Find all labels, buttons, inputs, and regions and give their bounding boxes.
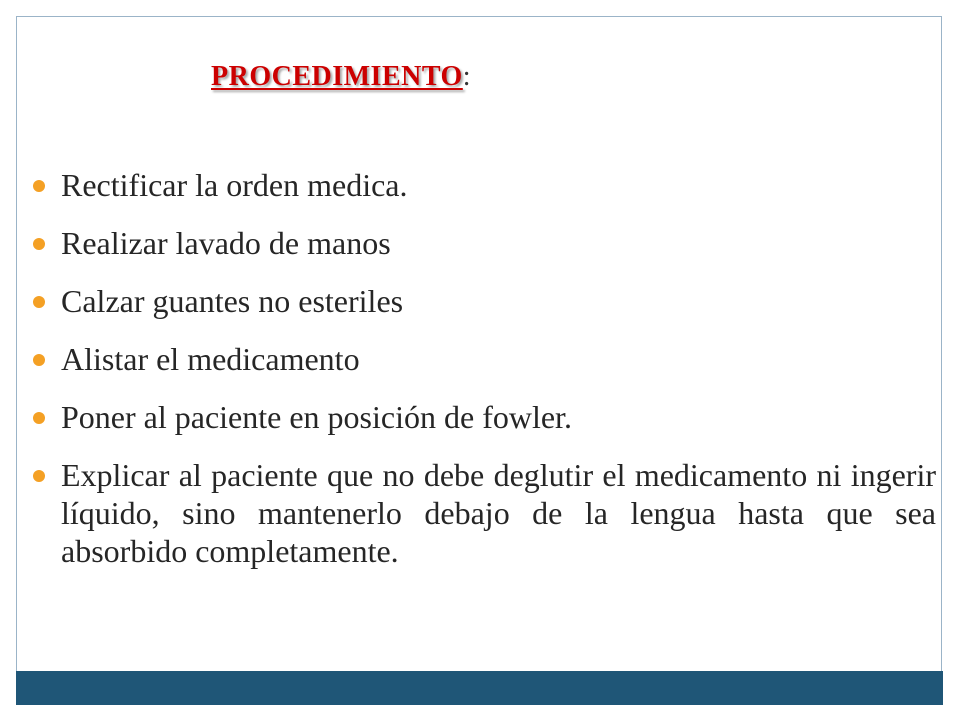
bullet-text: Rectificar la orden medica. [61, 167, 408, 203]
bullet-text: Realizar lavado de manos [61, 225, 391, 261]
bullet-item [30, 166, 936, 204]
bottom-bar [16, 671, 943, 705]
slide-title-colon: : [462, 61, 471, 92]
bullet-text: Poner al paciente en posición de fowler. [61, 399, 572, 435]
bullet-dot-icon [33, 296, 45, 308]
bullet-item [30, 398, 936, 436]
bullet-dot-icon [33, 180, 45, 192]
bullet-text: Calzar guantes no esteriles [61, 283, 404, 319]
bullet-dot-icon [33, 412, 45, 424]
slide-title-block [211, 60, 471, 94]
bullet-item [30, 224, 936, 262]
bullet-list [30, 166, 936, 590]
bullet-item [30, 340, 936, 378]
bullet-dot-icon [33, 238, 45, 250]
bullet-item [30, 282, 936, 320]
bullet-text: Alistar el medicamento [61, 341, 360, 377]
bullet-dot-icon [33, 354, 45, 366]
slide-title: PROCEDIMIENTO [211, 61, 463, 92]
bullet-dot-icon [33, 470, 45, 482]
bullet-item [30, 456, 936, 570]
bullet-text: Explicar al paciente que no debe deglutir el medicamento ni ingerir líquido, sino mantenerlo debajo de la lengua hasta que sea absorbido completamente. [61, 457, 936, 569]
